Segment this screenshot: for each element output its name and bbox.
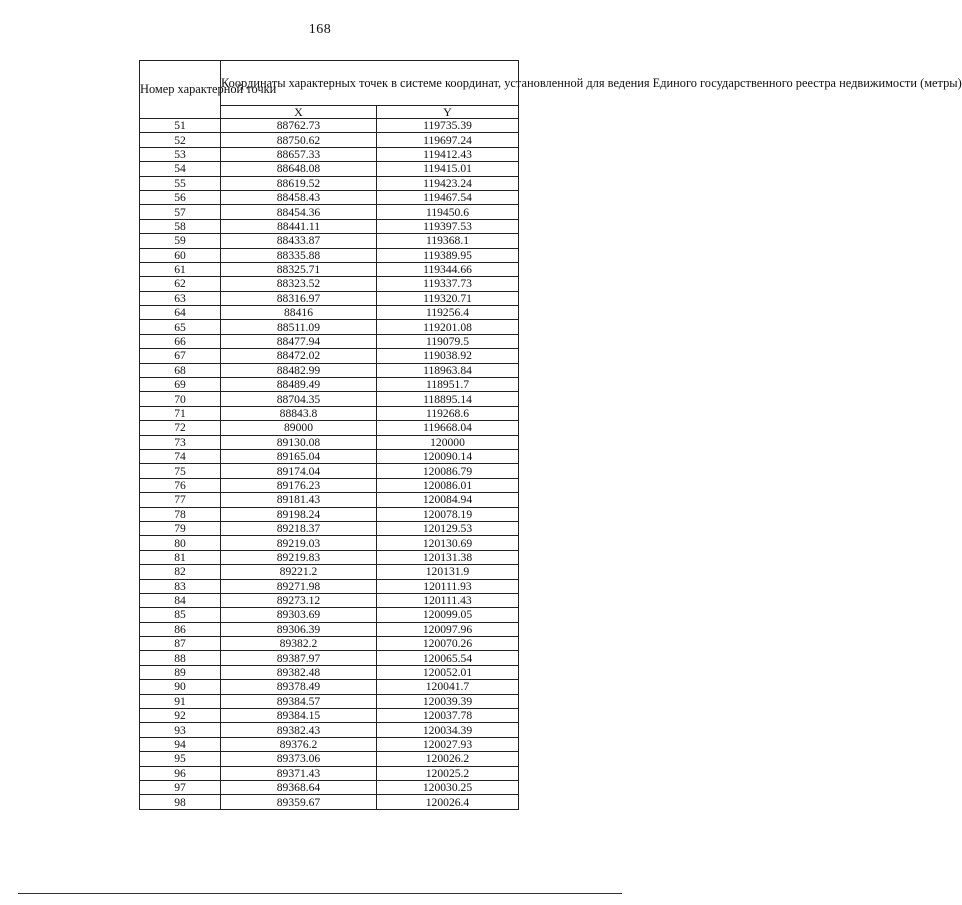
point-number-cell: 58 <box>140 219 221 233</box>
y-coordinate-cell: 120111.93 <box>377 579 519 593</box>
table-row <box>140 665 519 679</box>
x-coordinate-cell: 89273.12 <box>221 593 377 607</box>
table-row <box>140 119 519 133</box>
y-coordinate-cell: 120039.39 <box>377 694 519 708</box>
x-coordinate-cell: 89165.04 <box>221 449 377 463</box>
point-number-cell: 82 <box>140 565 221 579</box>
x-coordinate-cell: 89378.49 <box>221 680 377 694</box>
table-row <box>140 536 519 550</box>
table-row <box>140 550 519 564</box>
x-coordinate-cell: 88325.71 <box>221 262 377 276</box>
point-number-cell: 78 <box>140 507 221 521</box>
point-number-cell: 88 <box>140 651 221 665</box>
point-number-cell: 56 <box>140 190 221 204</box>
x-coordinate-cell: 89382.43 <box>221 723 377 737</box>
y-coordinate-cell: 119256.4 <box>377 306 519 320</box>
table-row <box>140 248 519 262</box>
x-coordinate-cell: 89373.06 <box>221 752 377 766</box>
table-row <box>140 378 519 392</box>
y-coordinate-cell: 120084.94 <box>377 493 519 507</box>
point-number-cell: 66 <box>140 334 221 348</box>
table-row <box>140 752 519 766</box>
x-coordinate-cell: 88323.52 <box>221 277 377 291</box>
y-coordinate-cell: 118895.14 <box>377 392 519 406</box>
header-x: X <box>221 106 377 119</box>
y-coordinate-cell: 119735.39 <box>377 119 519 133</box>
table-row <box>140 234 519 248</box>
table-row <box>140 219 519 233</box>
header-y: Y <box>377 106 519 119</box>
point-number-cell: 77 <box>140 493 221 507</box>
table-row <box>140 349 519 363</box>
x-coordinate-cell: 88477.94 <box>221 334 377 348</box>
y-coordinate-cell: 120052.01 <box>377 665 519 679</box>
point-number-cell: 84 <box>140 593 221 607</box>
table-row <box>140 392 519 406</box>
y-coordinate-cell: 120041.7 <box>377 680 519 694</box>
coordinates-table-body <box>140 119 519 810</box>
point-number-cell: 89 <box>140 665 221 679</box>
point-number-cell: 94 <box>140 737 221 751</box>
x-coordinate-cell: 88843.8 <box>221 406 377 420</box>
table-row <box>140 205 519 219</box>
table-row <box>140 334 519 348</box>
y-coordinate-cell: 119697.24 <box>377 133 519 147</box>
point-number-cell: 53 <box>140 147 221 161</box>
x-coordinate-cell: 88472.02 <box>221 349 377 363</box>
point-number-cell: 79 <box>140 521 221 535</box>
y-coordinate-cell: 120026.4 <box>377 795 519 809</box>
point-number-cell: 83 <box>140 579 221 593</box>
x-coordinate-cell: 88619.52 <box>221 176 377 190</box>
point-number-cell: 64 <box>140 306 221 320</box>
x-coordinate-cell: 89306.39 <box>221 622 377 636</box>
x-coordinate-cell: 88657.33 <box>221 147 377 161</box>
table-row <box>140 277 519 291</box>
table-row <box>140 320 519 334</box>
x-coordinate-cell: 88489.49 <box>221 378 377 392</box>
x-coordinate-cell: 89371.43 <box>221 766 377 780</box>
y-coordinate-cell: 119201.08 <box>377 320 519 334</box>
point-number-cell: 81 <box>140 550 221 564</box>
point-number-cell: 90 <box>140 680 221 694</box>
point-number-cell: 71 <box>140 406 221 420</box>
x-coordinate-cell: 89382.48 <box>221 665 377 679</box>
y-coordinate-cell: 120030.25 <box>377 780 519 794</box>
table-row <box>140 680 519 694</box>
y-coordinate-cell: 119668.04 <box>377 421 519 435</box>
y-coordinate-cell: 120099.05 <box>377 608 519 622</box>
x-coordinate-cell: 88648.08 <box>221 162 377 176</box>
y-coordinate-cell: 119268.6 <box>377 406 519 420</box>
y-coordinate-cell: 119320.71 <box>377 291 519 305</box>
y-coordinate-cell: 120086.79 <box>377 464 519 478</box>
x-coordinate-cell: 89359.67 <box>221 795 377 809</box>
point-number-cell: 85 <box>140 608 221 622</box>
x-coordinate-cell: 89198.24 <box>221 507 377 521</box>
y-coordinate-cell: 120131.38 <box>377 550 519 564</box>
table-row <box>140 306 519 320</box>
page-number: 168 <box>308 22 332 37</box>
point-number-cell: 86 <box>140 622 221 636</box>
x-coordinate-cell: 89303.69 <box>221 608 377 622</box>
table-row <box>140 593 519 607</box>
point-number-cell: 62 <box>140 277 221 291</box>
x-coordinate-cell: 89219.03 <box>221 536 377 550</box>
table-row <box>140 637 519 651</box>
x-coordinate-cell: 89219.83 <box>221 550 377 564</box>
point-number-cell: 74 <box>140 449 221 463</box>
point-number-cell: 63 <box>140 291 221 305</box>
x-coordinate-cell: 88704.35 <box>221 392 377 406</box>
x-coordinate-cell: 88511.09 <box>221 320 377 334</box>
point-number-cell: 91 <box>140 694 221 708</box>
x-coordinate-cell: 89271.98 <box>221 579 377 593</box>
table-row <box>140 449 519 463</box>
x-coordinate-cell: 88762.73 <box>221 119 377 133</box>
x-coordinate-cell: 89176.23 <box>221 478 377 492</box>
x-coordinate-cell: 88458.43 <box>221 190 377 204</box>
table-row <box>140 608 519 622</box>
x-coordinate-cell: 89384.15 <box>221 709 377 723</box>
x-coordinate-cell: 88454.36 <box>221 205 377 219</box>
point-number-cell: 52 <box>140 133 221 147</box>
point-number-cell: 67 <box>140 349 221 363</box>
point-number-cell: 70 <box>140 392 221 406</box>
table-row <box>140 507 519 521</box>
table-row <box>140 795 519 809</box>
x-coordinate-cell: 88433.87 <box>221 234 377 248</box>
x-coordinate-cell: 88482.99 <box>221 363 377 377</box>
point-number-cell: 87 <box>140 637 221 651</box>
point-number-cell: 96 <box>140 766 221 780</box>
point-number-cell: 80 <box>140 536 221 550</box>
y-coordinate-cell: 119467.54 <box>377 190 519 204</box>
x-coordinate-cell: 89218.37 <box>221 521 377 535</box>
point-number-cell: 73 <box>140 435 221 449</box>
point-number-cell: 97 <box>140 780 221 794</box>
x-coordinate-cell: 88750.62 <box>221 133 377 147</box>
table-row <box>140 147 519 161</box>
point-number-cell: 75 <box>140 464 221 478</box>
point-number-cell: 59 <box>140 234 221 248</box>
table-row <box>140 723 519 737</box>
y-coordinate-cell: 120097.96 <box>377 622 519 636</box>
y-coordinate-cell: 120078.19 <box>377 507 519 521</box>
point-number-cell: 93 <box>140 723 221 737</box>
table-row <box>140 133 519 147</box>
point-number-cell: 68 <box>140 363 221 377</box>
y-coordinate-cell: 120130.69 <box>377 536 519 550</box>
y-coordinate-cell: 120086.01 <box>377 478 519 492</box>
table-row <box>140 780 519 794</box>
x-coordinate-cell: 89368.64 <box>221 780 377 794</box>
y-coordinate-cell: 119412.43 <box>377 147 519 161</box>
y-coordinate-cell: 119368.1 <box>377 234 519 248</box>
y-coordinate-cell: 118951.7 <box>377 378 519 392</box>
y-coordinate-cell: 119450.6 <box>377 205 519 219</box>
point-number-cell: 57 <box>140 205 221 219</box>
y-coordinate-cell: 120111.43 <box>377 593 519 607</box>
y-coordinate-cell: 119397.53 <box>377 219 519 233</box>
x-coordinate-cell: 88416 <box>221 306 377 320</box>
point-number-cell: 51 <box>140 119 221 133</box>
x-coordinate-cell: 89130.08 <box>221 435 377 449</box>
x-coordinate-cell: 88316.97 <box>221 291 377 305</box>
y-coordinate-cell: 120065.54 <box>377 651 519 665</box>
point-number-cell: 92 <box>140 709 221 723</box>
y-coordinate-cell: 119423.24 <box>377 176 519 190</box>
footer-rule <box>18 893 622 894</box>
table-row <box>140 464 519 478</box>
point-number-cell: 76 <box>140 478 221 492</box>
y-coordinate-cell: 120034.39 <box>377 723 519 737</box>
header-coordinates: Координаты характерных точек в системе координат, установленной для ведения Единого государственного реестра недвижимости (метры) <box>221 61 519 106</box>
table-row <box>140 521 519 535</box>
table-row <box>140 291 519 305</box>
table-row <box>140 406 519 420</box>
x-coordinate-cell: 88441.11 <box>221 219 377 233</box>
x-coordinate-cell: 89376.2 <box>221 737 377 751</box>
table-row <box>140 694 519 708</box>
y-coordinate-cell: 119389.95 <box>377 248 519 262</box>
x-coordinate-cell: 89174.04 <box>221 464 377 478</box>
x-coordinate-cell: 88335.88 <box>221 248 377 262</box>
x-coordinate-cell: 89000 <box>221 421 377 435</box>
y-coordinate-cell: 119344.66 <box>377 262 519 276</box>
point-number-cell: 98 <box>140 795 221 809</box>
point-number-cell: 61 <box>140 262 221 276</box>
table-row <box>140 363 519 377</box>
y-coordinate-cell: 120026.2 <box>377 752 519 766</box>
y-coordinate-cell: 120027.93 <box>377 737 519 751</box>
table-row <box>140 176 519 190</box>
coordinates-table <box>139 60 962 810</box>
table-row <box>140 262 519 276</box>
x-coordinate-cell: 89181.43 <box>221 493 377 507</box>
table-row <box>140 622 519 636</box>
table-row <box>140 651 519 665</box>
y-coordinate-cell: 120037.78 <box>377 709 519 723</box>
x-coordinate-cell: 89221.2 <box>221 565 377 579</box>
table-row <box>140 737 519 751</box>
y-coordinate-cell: 120000 <box>377 435 519 449</box>
y-coordinate-cell: 119038.92 <box>377 349 519 363</box>
y-coordinate-cell: 120131.9 <box>377 565 519 579</box>
point-number-cell: 55 <box>140 176 221 190</box>
x-coordinate-cell: 89384.57 <box>221 694 377 708</box>
table-row <box>140 478 519 492</box>
table-row <box>140 579 519 593</box>
header-point-number: Номер характерной точки <box>140 61 221 119</box>
y-coordinate-cell: 118963.84 <box>377 363 519 377</box>
y-coordinate-cell: 119079.5 <box>377 334 519 348</box>
point-number-cell: 72 <box>140 421 221 435</box>
table-row <box>140 435 519 449</box>
y-coordinate-cell: 119415.01 <box>377 162 519 176</box>
y-coordinate-cell: 120025.2 <box>377 766 519 780</box>
table-row <box>140 162 519 176</box>
table-row <box>140 565 519 579</box>
table-row <box>140 190 519 204</box>
table-row <box>140 421 519 435</box>
table-row <box>140 766 519 780</box>
y-coordinate-cell: 120129.53 <box>377 521 519 535</box>
point-number-cell: 69 <box>140 378 221 392</box>
y-coordinate-cell: 120070.26 <box>377 637 519 651</box>
table-row <box>140 493 519 507</box>
point-number-cell: 95 <box>140 752 221 766</box>
x-coordinate-cell: 89382.2 <box>221 637 377 651</box>
table-row <box>140 709 519 723</box>
point-number-cell: 65 <box>140 320 221 334</box>
y-coordinate-cell: 120090.14 <box>377 449 519 463</box>
point-number-cell: 60 <box>140 248 221 262</box>
y-coordinate-cell: 119337.73 <box>377 277 519 291</box>
point-number-cell: 54 <box>140 162 221 176</box>
x-coordinate-cell: 89387.97 <box>221 651 377 665</box>
